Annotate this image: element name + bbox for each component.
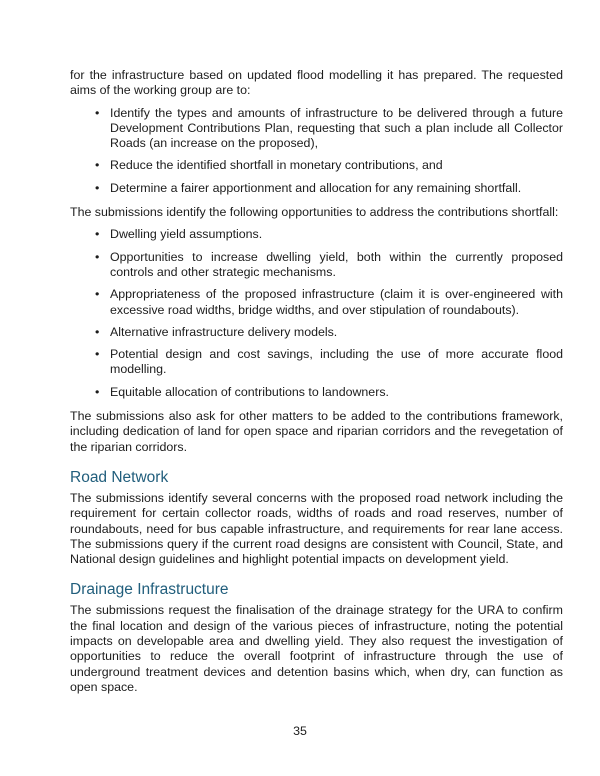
list-item: • Dwelling yield assumptions.	[70, 227, 563, 242]
list-item: • Opportunities to increase dwelling yield, both within the currently proposed controls and other strategic mechanisms.	[70, 250, 563, 281]
list-item: • Determine a fairer apportionment and allocation for any remaining shortfall.	[70, 181, 563, 196]
paragraph-drainage-infrastructure: The submissions request the finalisation of the drainage strategy for the URA to confirm the final location and design of the various pieces of infrastructure, noting the potential impacts on developable area and dwelling yield. They also request the investigation of opportunities to reduce the overall footprint of infrastructure through the use of underground treatment devices and detention basins which, when dry, can function as open space.	[70, 603, 563, 694]
page-content	[70, 68, 563, 702]
paragraph-intro: for the infrastructure based on updated flood modelling it has prepared. The requested aims of the working group are to:	[70, 68, 563, 98]
list-item: • Appropriateness of the proposed infrastructure (claim it is over-engineered with excessive road widths, bridge widths, and over stipulation of roundabouts).	[70, 287, 563, 318]
paragraph-road-network: The submissions identify several concerns with the proposed road network including the requirement for certain collector roads, widths of roads and road reserves, number of roundabouts, need for bus capable infrastructure, and requirements for rear lane access. The submissions query if the current road designs are consistent with Council, State, and National design guidelines and highlight potential impacts on development yield.	[70, 490, 563, 567]
paragraph-other-matters: The submissions also ask for other matters to be added to the contributions framework, including dedication of land for open space and riparian corridors and the revegetation of the riparian corridors.	[70, 409, 563, 454]
list-item: • Identify the types and amounts of infrastructure to be delivered through a future Development Contributions Plan, requesting that such a plan include all Collector Roads (an increase on the proposed),	[70, 106, 563, 152]
list-item: • Potential design and cost savings, including the use of more accurate flood modelling.	[70, 347, 563, 378]
section-heading-drainage-infrastructure: Drainage Infrastructure	[70, 581, 229, 599]
page-number: 35	[293, 724, 307, 738]
opportunities-bullet-list	[70, 227, 563, 400]
list-item: • Reduce the identified shortfall in monetary contributions, and	[70, 158, 563, 173]
paragraph-opportunities-intro: The submissions identify the following opportunities to address the contributions shortfall:	[70, 205, 559, 220]
section-heading-road-network: Road Network	[70, 468, 169, 486]
aims-bullet-list	[70, 106, 563, 196]
list-item: • Alternative infrastructure delivery models.	[70, 325, 563, 340]
list-item: • Equitable allocation of contributions to landowners.	[70, 385, 563, 400]
